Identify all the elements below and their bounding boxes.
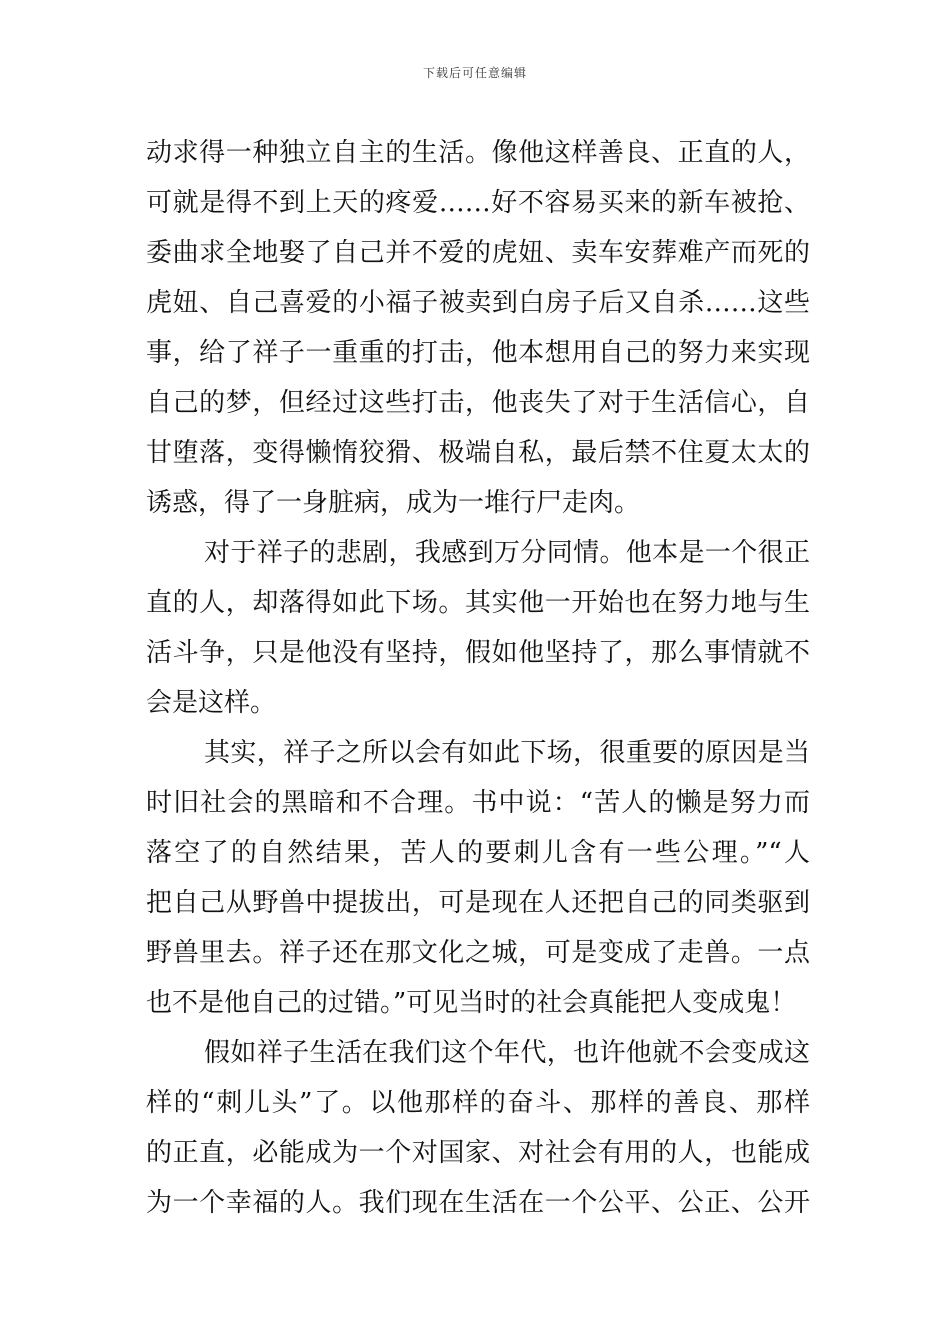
text-line: 也不是他自己的过错。”可见当时的社会真能把人变成鬼！ [146, 988, 797, 1018]
page-header: 下载后可任意编辑 [422, 66, 527, 80]
text-line: 活斗争，只是他没有坚持，假如他坚持了，那么事情就不 [146, 638, 810, 668]
paragraph [146, 728, 810, 1028]
paragraph [146, 528, 810, 728]
text-line: 诱惑，得了一身脏病，成为一堆行尸走肉。 [146, 488, 641, 518]
text-line: 事，给了祥子一重重的打击，他本想用自己的努力来实现 [146, 338, 810, 368]
text-line: 样的“刺儿头”了。以他那样的奋斗、那样的善良、那样 [146, 1088, 810, 1118]
text-line: 甘堕落，变得懒惰狡猾、极端自私，最后禁不住夏太太的 [146, 438, 810, 468]
text-line: 其实，祥子之所以会有如此下场，很重要的原因是当 [204, 738, 810, 768]
text-line: 对于祥子的悲剧，我感到万分同情。他本是一个很正 [204, 538, 810, 568]
text-line: 会是这样。 [146, 688, 277, 718]
document-body [146, 128, 810, 1228]
text-line: 可就是得不到上天的疼爱……好不容易买来的新车被抢、 [146, 188, 810, 218]
text-line: 落空了的自然结果，苦人的要刺儿含有一些公理。”“人 [146, 838, 810, 868]
text-line: 的正直，必能成为一个对国家、对社会有用的人，也能成 [146, 1138, 810, 1168]
paragraph [146, 1028, 810, 1228]
text-line: 野兽里去。祥子还在那文化之城，可是变成了走兽。一点 [146, 938, 810, 968]
text-line: 动求得一种独立自主的生活。像他这样善良、正直的人， [146, 138, 810, 168]
text-line: 假如祥子生活在我们这个年代，也许他就不会变成这 [204, 1038, 810, 1068]
text-line: 把自己从野兽中提拔出，可是现在人还把自己的同类驱到 [146, 888, 810, 918]
text-line: 时旧社会的黑暗和不合理。书中说：“苦人的懒是努力而 [146, 788, 810, 818]
text-line: 委曲求全地娶了自己并不爱的虎妞、卖车安葬难产而死的 [146, 238, 810, 268]
text-line: 为一个幸福的人。我们现在生活在一个公平、公正、公开 [146, 1188, 810, 1218]
text-line: 虎妞、自己喜爱的小福子被卖到白房子后又自杀……这些 [146, 288, 810, 318]
text-line: 直的人，却落得如此下场。其实他一开始也在努力地与生 [146, 588, 810, 618]
text-line: 自己的梦，但经过这些打击，他丧失了对于生活信心，自 [146, 388, 810, 418]
paragraph [146, 128, 810, 528]
